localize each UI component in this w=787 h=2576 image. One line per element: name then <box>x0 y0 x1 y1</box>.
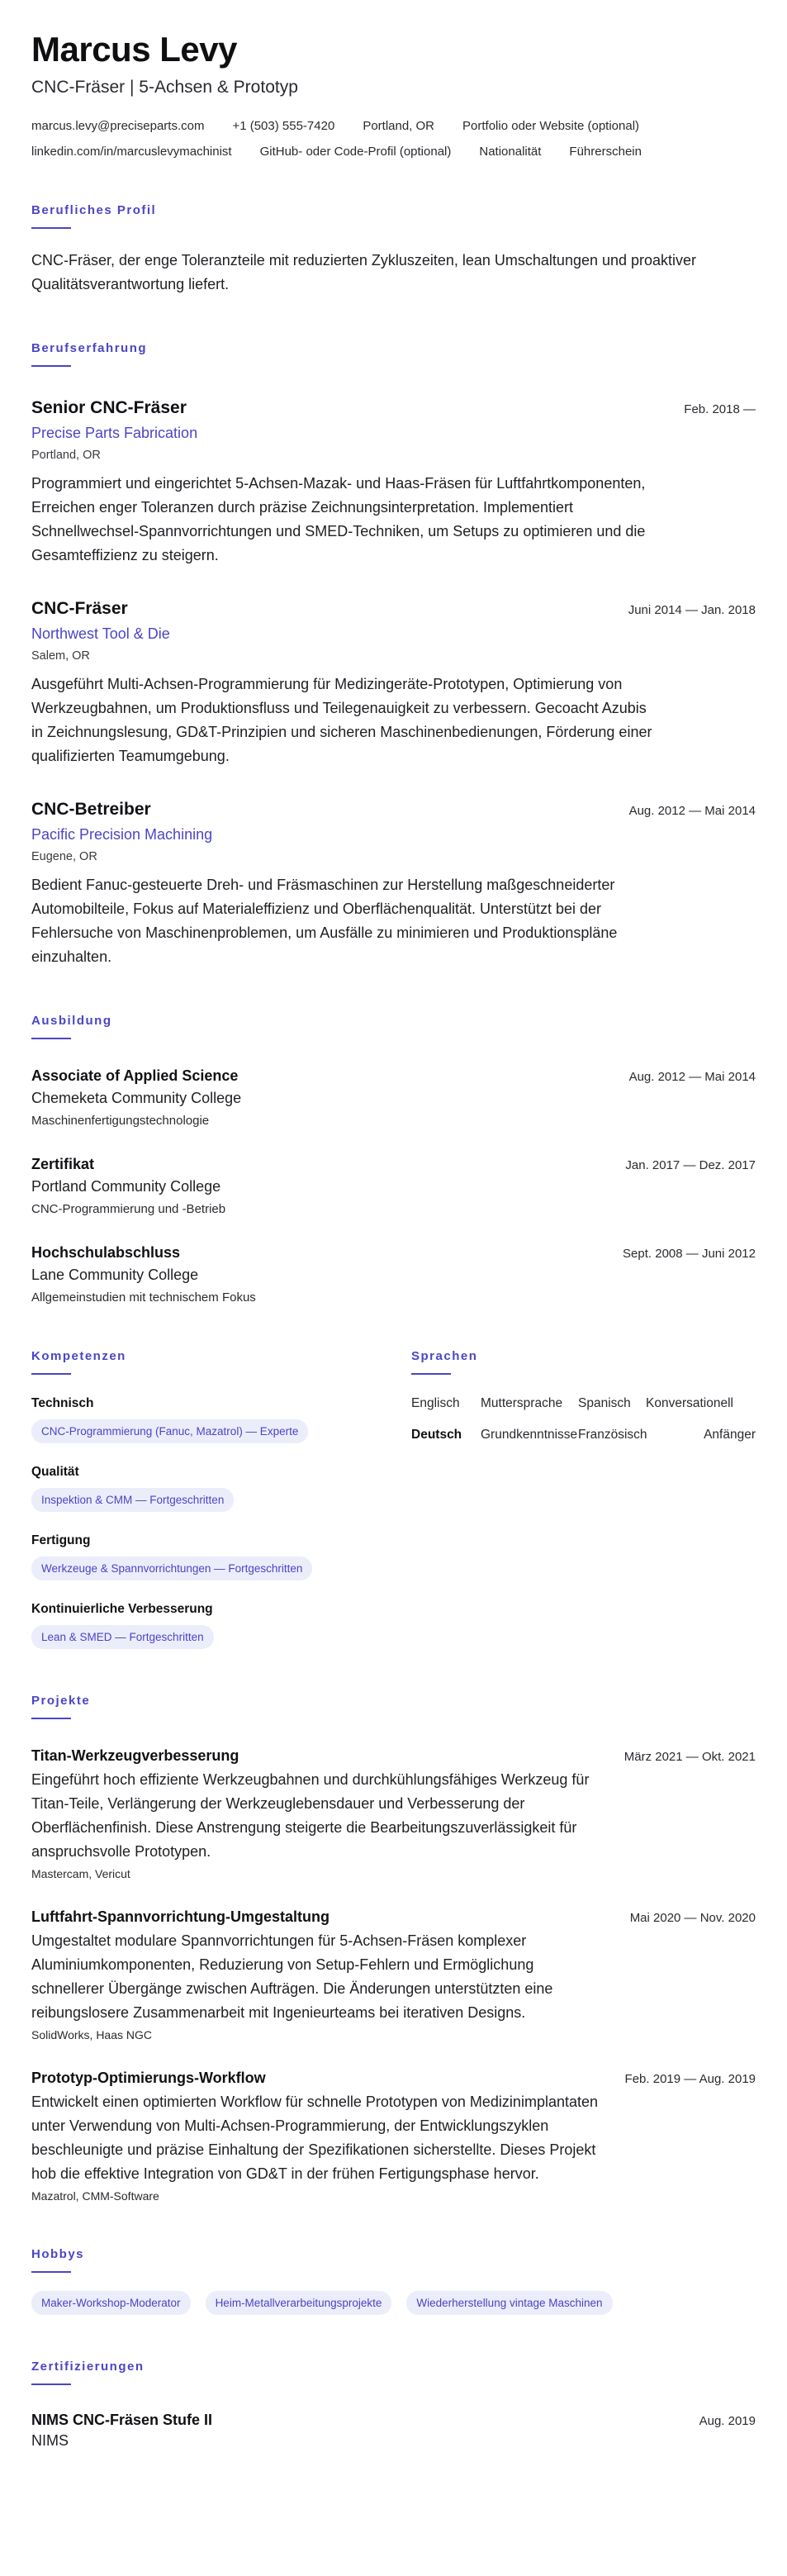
education-field: CNC-Programmierung und -Betrieb <box>31 1202 226 1216</box>
contact-phone: +1 (503) 555-7420 <box>232 119 335 133</box>
certification-date: Aug. 2019 <box>699 2414 756 2428</box>
project-title: Luftfahrt-Spannvorrichtung-Umgestaltung <box>31 1908 329 1925</box>
education-degree: Associate of Applied Science <box>31 1067 239 1084</box>
job-entry <box>31 800 756 969</box>
education-date: Jan. 2017 — Dez. 2017 <box>625 1158 756 1172</box>
certification-title: NIMS CNC-Fräsen Stufe II <box>31 2412 213 2428</box>
project-title: Prototyp-Optimierungs-Workflow <box>31 2070 266 2086</box>
skill-group <box>31 1533 411 1580</box>
language-level: Anfänger <box>704 1428 756 1442</box>
education-entry <box>31 1067 756 1128</box>
skill-group <box>31 1396 411 1443</box>
education-institution: Chemeketa Community College <box>31 1090 242 1106</box>
language-level: Konversationell <box>646 1396 733 1410</box>
project-date: März 2021 — Okt. 2021 <box>623 1750 756 1764</box>
education-entry <box>31 1156 756 1216</box>
job-date: Juni 2014 — Jan. 2018 <box>628 603 756 617</box>
job-company: Pacific Precision Machining <box>31 826 213 843</box>
job-date: Aug. 2012 — Mai 2014 <box>628 804 756 818</box>
language-name: Deutsch <box>411 1428 462 1442</box>
education-section <box>31 1014 756 1305</box>
language-level: Muttersprache <box>481 1396 563 1410</box>
skill-pill: CNC-Programmierung (Fanuc, Mazatrol) — Experte <box>31 1419 308 1443</box>
skill-category: Fertigung <box>31 1533 91 1547</box>
education-degree: Zertifikat <box>31 1156 95 1172</box>
profile-section <box>31 203 756 297</box>
contact-location: Portland, OR <box>363 119 435 133</box>
skill-category: Kontinuierliche Verbesserung <box>31 1602 213 1616</box>
languages-grid <box>411 1396 756 1442</box>
job-date: Feb. 2018 — <box>684 402 756 416</box>
certification-entry <box>31 2412 756 2450</box>
job-title: CNC-Betreiber <box>31 800 151 819</box>
skill-category: Qualität <box>31 1465 79 1479</box>
candidate-name: Marcus Levy <box>31 30 237 69</box>
project-description: Entwickelt einen optimierten Workflow für schnelle Prototypen von Medizinimplantaten unter Verwendung von Multi-Achsen-Programmierung, der Entwicklungszyklen beschleunigte und präzise Einhaltung der Spezifikationen sicherstellte. Dieses Projekt hob die effektive Integration von GD&T in der frühen Fertigungsphase hervor. <box>31 2094 599 2182</box>
skill-group <box>31 1465 411 1512</box>
candidate-headline: CNC-Fräser | 5-Achsen & Prototyp <box>31 78 298 97</box>
job-description: Ausgeführt Multi-Achsen-Programmierung für Medizingeräte-Prototypen, Optimierung von Werkzeugbahnen, um Produktionsfluss und Teilegenauigkeit zu verbessern. Gecoacht Azubis in Zeichnungslesung, GD&T-Prinzipien und sicheren Maschinenbedienungen, Förderung einer qualifizierten Teamumgebung. <box>31 676 652 764</box>
project-entry <box>31 1908 756 2041</box>
section-divider <box>31 2384 71 2385</box>
section-title: Hobbys <box>31 2247 85 2261</box>
section-title: Ausbildung <box>31 1014 112 1028</box>
job-entry <box>31 398 756 568</box>
project-tools: Mastercam, Vericut <box>31 1867 130 1880</box>
hobby-pill: Maker-Workshop-Moderator <box>31 2291 191 2315</box>
project-date: Feb. 2019 — Aug. 2019 <box>624 2072 756 2086</box>
education-date: Sept. 2008 — Juni 2012 <box>623 1247 756 1261</box>
section-title: Kompetenzen <box>31 1349 126 1363</box>
hobby-pill: Wiederherstellung vintage Maschinen <box>406 2291 612 2315</box>
education-field: Maschinenfertigungstechnologie <box>31 1114 210 1128</box>
profile-text: CNC-Fräser, der enge Toleranzteile mit reduzierten Zykluszeiten, lean Umschaltungen und proaktiver Qualitätsverantwortung liefert. <box>31 252 697 292</box>
certifications-section <box>31 2360 756 2450</box>
projects-section <box>31 1694 756 2203</box>
contact-portfolio: Portfolio oder Website (optional) <box>462 119 640 133</box>
skills-section <box>31 1349 411 1649</box>
section-divider <box>31 2271 71 2273</box>
hobbies-list <box>31 2291 756 2315</box>
experience-section <box>31 341 756 969</box>
job-location: Portland, OR <box>31 449 101 462</box>
project-title: Titan-Werkzeugverbesserung <box>31 1747 239 1764</box>
contact-info <box>31 119 756 159</box>
job-entry <box>31 599 756 768</box>
section-divider <box>31 1373 71 1375</box>
job-location: Eugene, OR <box>31 850 97 863</box>
section-divider <box>31 1038 71 1039</box>
job-location: Salem, OR <box>31 649 90 663</box>
contact-github: GitHub- oder Code-Profil (optional) <box>259 145 452 159</box>
education-date: Aug. 2012 — Mai 2014 <box>628 1070 756 1084</box>
hobbies-section <box>31 2247 756 2315</box>
language-name: Französisch <box>578 1428 647 1442</box>
job-description: Bedient Fanuc-gesteuerte Dreh- und Fräsmaschinen zur Herstellung maßgeschneiderter Automobilteile, Fokus auf Materialeffizienz und Oberflächenqualität. Unterstützt bei der Fehlersuche von Maschinenproblemen, um Ausfälle zu minimieren und Produktionspläne einzuhalten. <box>31 877 618 965</box>
skills-languages-row <box>31 1349 756 1649</box>
project-entry <box>31 1747 756 1880</box>
language-name: Englisch <box>411 1396 460 1410</box>
project-description: Umgestaltet modulare Spannvorrichtungen für 5-Achsen-Fräsen komplexer Aluminiumkomponenten, Reduzierung von Setup-Fehlern und Ermöglichung schnellerer Übergänge zwischen Aufträgen. Die Änderungen unterstützten eine reibungslosere Zusammenarbeit mit Ingenieurteams bei iterativen Designs. <box>31 1932 553 2021</box>
job-title: Senior CNC-Fräser <box>31 398 187 417</box>
hobby-pill: Heim-Metallverarbeitungsprojekte <box>206 2291 392 2315</box>
skill-pill: Lean & SMED — Fortgeschritten <box>31 1625 214 1649</box>
contact-license: Führerschein <box>569 145 642 159</box>
section-title: Berufliches Profil <box>31 203 157 217</box>
section-title: Projekte <box>31 1694 91 1708</box>
job-description: Programmiert und eingerichtet 5-Achsen-Mazak- und Haas-Fräsen für Luftfahrtkomponenten, Erreichen enger Toleranzen durch präzise Zeichnungsinterpretation. Implementiert Schnellwechsel-Spannvorrichtungen und SMED-Techniken, um Setups zu optimieren und die Gesamteffizienz zu steigern. <box>31 475 646 563</box>
contact-linkedin: linkedin.com/in/marcuslevymachinist <box>31 145 232 159</box>
skill-pill: Inspektion & CMM — Fortgeschritten <box>31 1488 234 1512</box>
job-company: Northwest Tool & Die <box>31 625 170 642</box>
job-company: Precise Parts Fabrication <box>31 425 198 441</box>
project-date: Mai 2020 — Nov. 2020 <box>629 1911 756 1925</box>
language-name: Spanisch <box>578 1396 631 1410</box>
education-degree: Hochschulabschluss <box>31 1244 181 1261</box>
education-institution: Portland Community College <box>31 1178 221 1195</box>
languages-section <box>411 1349 756 1649</box>
project-description: Eingeführt hoch effiziente Werkzeugbahnen und durchkühlungsfähiges Werkzeug für Titan-Teile, Verlängerung der Werkzeuglebensdauer und Verbesserung der Oberflächenfinish. Diese Anstrengung steigerte die Bearbeitungszuverlässigkeit für anspruchsvolle Prototypen. <box>31 1771 590 1860</box>
education-field: Allgemeinstudien mit technischem Fokus <box>31 1290 256 1305</box>
skill-group <box>31 1602 411 1649</box>
contact-email: marcus.levy@preciseparts.com <box>31 119 205 133</box>
section-title: Sprachen <box>411 1349 478 1363</box>
section-title: Berufserfahrung <box>31 341 148 355</box>
certification-issuer: NIMS <box>31 2432 69 2449</box>
section-divider <box>31 1718 71 1719</box>
project-tools: SolidWorks, Haas NGC <box>31 2028 153 2041</box>
project-tools: Mazatrol, CMM-Software <box>31 2189 159 2203</box>
education-institution: Lane Community College <box>31 1267 199 1283</box>
skill-category: Technisch <box>31 1396 94 1410</box>
project-entry <box>31 2070 756 2203</box>
section-divider <box>411 1373 451 1375</box>
section-divider <box>31 365 71 367</box>
section-divider <box>31 227 71 229</box>
education-entry <box>31 1244 756 1305</box>
section-title: Zertifizierungen <box>31 2360 145 2374</box>
language-level: Grundkenntnisse <box>481 1428 578 1442</box>
skill-pill: Werkzeuge & Spannvorrichtungen — Fortgeschritten <box>31 1557 312 1580</box>
contact-nationality: Nationalität <box>479 145 542 159</box>
job-title: CNC-Fräser <box>31 599 128 618</box>
